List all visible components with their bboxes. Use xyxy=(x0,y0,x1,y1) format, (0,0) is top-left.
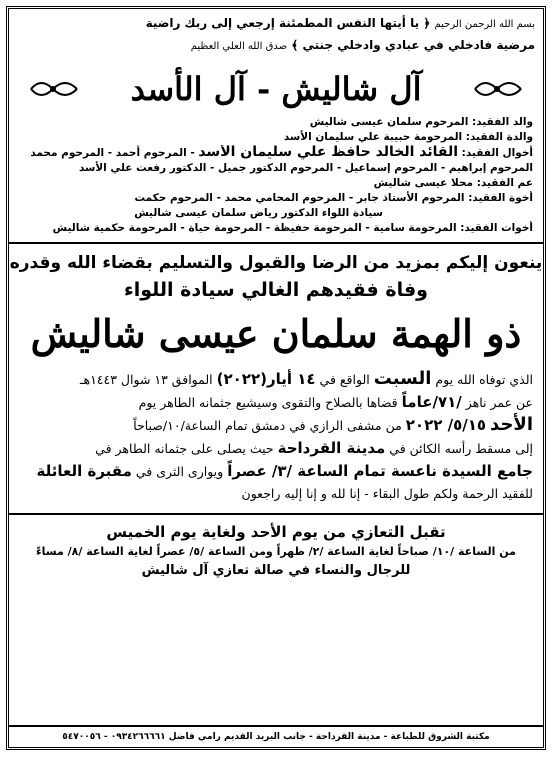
funeral-date: ٥/١٥/ ٢٠٢٢ xyxy=(405,416,487,434)
announcement-line-2: وفاة فقيدهم الغالي سيادة اللواء xyxy=(124,279,428,301)
brothers-row xyxy=(19,191,533,206)
hijri-date: الموافق ١٣ شوال ١٤٤٣هـ xyxy=(79,372,213,387)
paternal-uncle-label: عم الفقيد: xyxy=(476,177,533,189)
condolences-line-1: تقبل التعازي من يوم الأحد ولغاية يوم الخميس xyxy=(106,523,446,541)
mother-row xyxy=(19,130,533,145)
prayer-place: جامع السيدة ناعسة تمام الساعة /٣/ عصراً xyxy=(227,462,533,480)
details-text: قضاها بالصلاح والتقوى وسيشيع جثمانه الطاهر يوم xyxy=(138,395,398,410)
details-text: حيث يصلى على جثمانه الطاهر في xyxy=(95,441,274,456)
uncles-label: أخوال الفقيد: xyxy=(461,147,533,159)
age: /٧١/عاماً xyxy=(401,393,462,411)
details-text: إلى مسقط رأسه الكائن في xyxy=(389,441,533,456)
sisters-row xyxy=(19,221,533,236)
paternal-uncle-row xyxy=(19,176,533,191)
mother-name: المرحومة حبيبة علي سليمان الأسد xyxy=(283,131,463,143)
ornament-right-icon xyxy=(473,75,523,103)
quran-verse xyxy=(9,9,543,57)
father-row xyxy=(19,115,533,130)
details-text: الذي توفاه الله يوم xyxy=(435,372,533,387)
sisters-names: المرحومة سامية - المرحومة حفيظة - المرحومة حياة - المرحومة حكمية شاليش xyxy=(52,222,457,234)
paternal-uncle-name: محلا عيسى شاليش xyxy=(373,177,474,189)
verse-line-1: ﴿ يا أيتها النفس المطمئنة إرجعي إلى ربك راضية xyxy=(145,16,431,30)
uncles-row-2: المرحوم إبراهيم - المرحوم إسماعيل - المرحوم الدكتور جميل - الدكتور رفعت علي الأسد xyxy=(78,162,533,174)
funeral-details xyxy=(9,364,543,505)
mother-label: والدة الفقيد: xyxy=(465,131,533,143)
printer-footer: مكتبة الشروق للطباعة - مدينة القرداحة - جانب البريد القديم رامي فاضل ٠٩٣٤٢٦٦٦٦١ - ٥٤٧٠٠٥٦ xyxy=(9,725,543,747)
obituary-notice xyxy=(6,6,546,750)
sisters-label: أخوات الفقيد: xyxy=(460,222,533,234)
family-title-band xyxy=(19,63,533,115)
verse-line-2: مرضية فادخلي في عبادي وادخلي جنتي ﴾ xyxy=(291,38,535,52)
uncles-row xyxy=(19,145,533,161)
basmala: بسم الله الرحمن الرحيم xyxy=(434,19,535,30)
death-day: السبت xyxy=(373,368,432,389)
condolences-hours: من الساعة /١٠/ صباحاً لغاية الساعة /٢/ ظهراً ومن الساعة /٥/ عصراً لغاية الساعة /٨/ مساءً xyxy=(36,545,516,558)
family-list xyxy=(9,115,543,236)
closing-prayer: للفقيد الرحمة ولكم طول البقاء - إنا لله و إنا إليه راجعون xyxy=(241,486,533,501)
details-text: ويوارى الثرى في xyxy=(135,464,224,479)
brothers-names: المرحوم الأستاذ جابر - المرحوم المحامي محمد - المرحوم حكمت xyxy=(134,192,465,204)
father-name: المرحوم سلمان عيسى شاليش xyxy=(309,116,469,128)
details-text: عن عمر ناهز xyxy=(465,395,533,410)
hometown: مدينة القرداحة xyxy=(277,439,386,457)
burial-place: مقبرة العائلة xyxy=(36,462,132,480)
ornament-left-icon xyxy=(29,75,79,103)
announcement-line-1: ينعون إليكم بمزيد من الرضا والقبول والتسليم بقضاء الله وقدره xyxy=(9,253,543,273)
brothers-label: أخوة الفقيد: xyxy=(468,192,533,204)
condolences xyxy=(9,513,543,581)
details-text: الواقع في xyxy=(319,372,370,387)
condolences-venue: للرجال والنساء في صالة تعازي آل شاليش xyxy=(141,563,411,578)
deceased-name: ذو الهمة سلمان عيسى شاليش xyxy=(30,311,522,356)
sadaqa-text: صدق الله العلي العظيم xyxy=(190,41,288,52)
family-title: آل شاليش - آل الأسد xyxy=(130,70,422,108)
announcement xyxy=(9,244,543,304)
uncles-main: القائد الخالد حافظ علي سليمان الأسد xyxy=(198,145,459,160)
death-date: ١٤ أيار(٢٠٢٢) xyxy=(216,370,316,388)
uncles-tail: - المرحوم أحمد - المرحوم محمد xyxy=(30,147,195,159)
funeral-day: الأحد xyxy=(490,414,533,435)
funeral-departure: من مشفى الرازي في دمشق تمام الساعة/١٠/صباحاً xyxy=(133,418,402,433)
father-label: والد الفقيد: xyxy=(472,116,533,128)
brothers-row-2: سيادة اللواء الدكتور رياض سلمان عيسى شاليش xyxy=(134,207,383,219)
